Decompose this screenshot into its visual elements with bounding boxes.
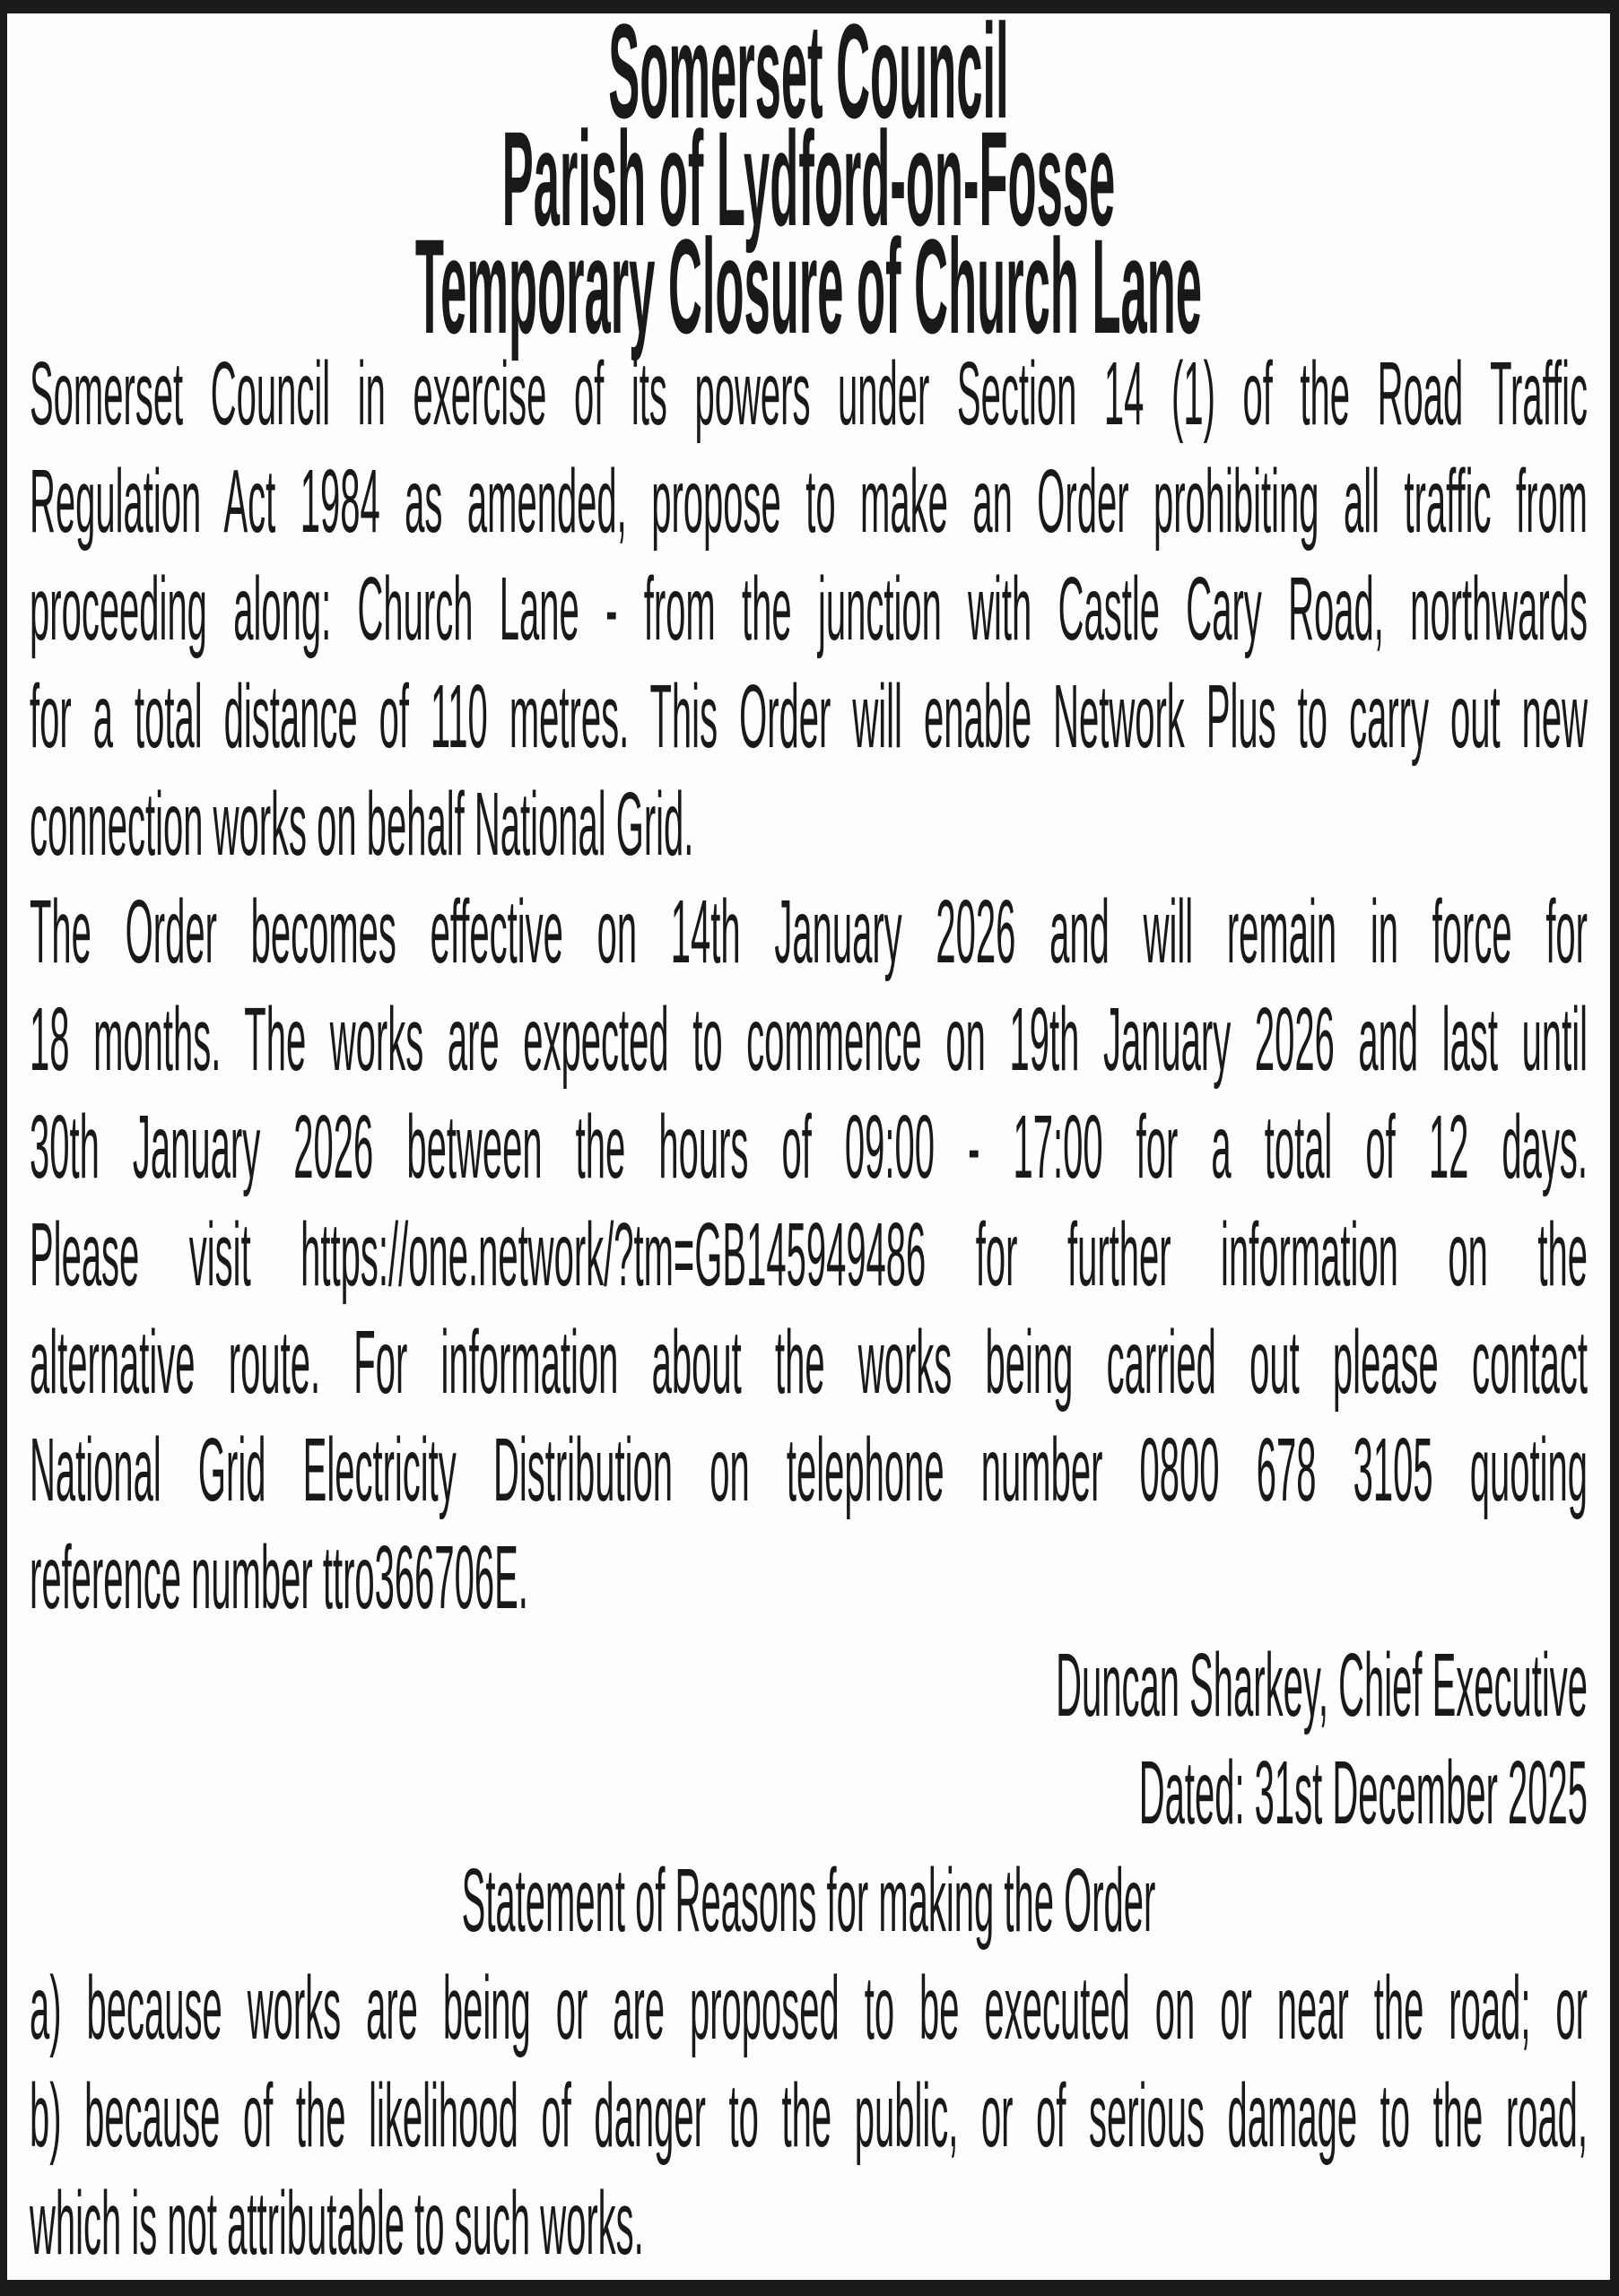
notice-authority-title: Somerset Council (608, 0, 1009, 146)
para2-line-4-url: Please visit https://one.network/?tm=GB145949486 for further information on the (30, 1205, 1588, 1305)
para2-line-3: 30th January 2026 between the hours of 09:00 - 17:00 for a total of 12 days. (30, 1097, 1588, 1197)
reasons-heading: Statement of Reasons for making the Order (461, 1850, 1156, 1951)
notice-parish-title: Parish of Lydford-on-Fosse (501, 103, 1116, 254)
notice-closure-title: Temporary Closure of Church Lane (414, 211, 1202, 361)
para1-line-1: Somerset Council in exercise of its powers under Section 14 (1) of the Road Traffic (30, 344, 1588, 444)
para1-line-5: connection works on behalf National Grid. (30, 774, 694, 874)
para2-line-2: 18 months. The works are expected to commence on 19th January 2026 and last until (30, 989, 1588, 1090)
reason-b-line-2: which is not attributable to such works. (30, 2173, 644, 2274)
para1-line-2: Regulation Act 1984 as amended, propose to make an Order prohibiting all traffic from (30, 451, 1588, 552)
para2-line-6-phone: National Grid Electricity Distribution on telephone number 0800 678 3105 quoting (30, 1420, 1588, 1520)
signature-date: Dated: 31st December 2025 (1138, 1743, 1588, 1843)
reason-a: a) because works are being or are proposed to be executed on or near the road; or (30, 1958, 1588, 2058)
para2-line-5: alternative route. For information about the works being carried out please contact (30, 1312, 1588, 1413)
reason-b-line-1: b) because of the likelihood of danger to the public, or of serious damage to the road, (30, 2066, 1588, 2166)
para1-line-3: proceeding along: Church Lane - from the junction with Castle Cary Road, northwards (30, 559, 1588, 659)
para2-line-7-reference: reference number ttro366706E. (30, 1527, 528, 1628)
para2-line-1: The Order becomes effective on 14th January 2026 and will remain in force for (30, 882, 1588, 982)
signature-name: Duncan Sharkey, Chief Executive (1056, 1635, 1588, 1735)
para1-line-4: for a total distance of 110 metres. This Order will enable Network Plus to carry out new (30, 666, 1588, 767)
